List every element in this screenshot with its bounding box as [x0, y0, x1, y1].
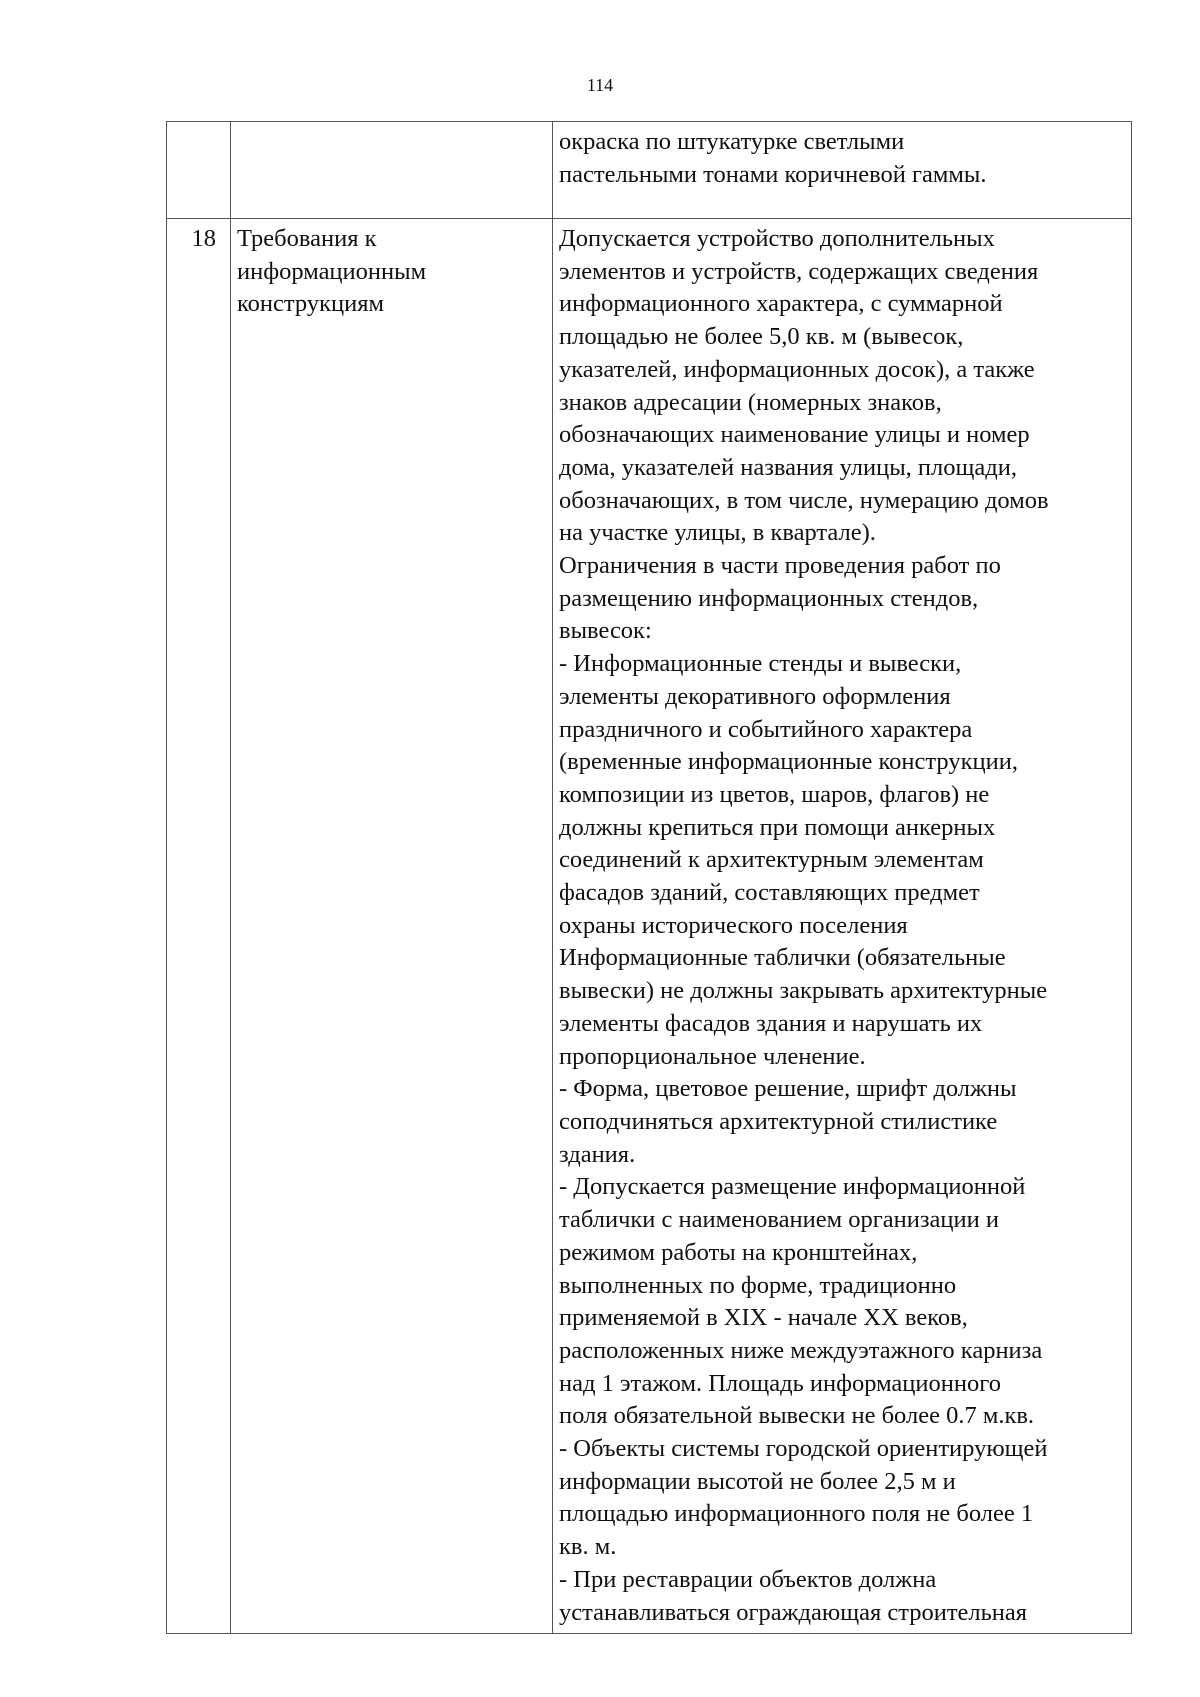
content-line: Допускается устройство дополнительных: [559, 225, 995, 252]
content-line: - При реставрации объектов должна: [559, 1565, 937, 1593]
row-number-cell: [167, 219, 231, 1634]
content-line: дома, указателей названия улицы, площади,: [559, 453, 1017, 481]
content-line: пропорциональное членение.: [559, 1042, 866, 1070]
table-row: [167, 122, 1132, 219]
content-line: - Допускается размещение информационной: [559, 1173, 1026, 1201]
title-line: информационным: [237, 257, 427, 285]
content-line: площадью не более 5,0 кв. м (вывесок,: [559, 323, 964, 351]
row-title-cell: [231, 219, 553, 1634]
content-line: охраны исторического поселения: [559, 911, 908, 939]
content-line: композиции из цветов, шаров, флагов) не: [559, 780, 990, 808]
content-line: Ограничения в части проведения работ по: [559, 552, 1001, 580]
content-line: (временные информационные конструкции,: [559, 748, 1018, 776]
content-line: обозначающих наименование улицы и номер: [559, 421, 1030, 449]
content-line: элементов и устройств, содержащих сведения: [559, 257, 1039, 285]
content-line: здания.: [559, 1140, 636, 1168]
content-line: над 1 этажом. Площадь информационного: [559, 1369, 1001, 1397]
content-line: вывесок:: [559, 617, 652, 645]
content-line: поля обязательной вывески не более 0.7 м.кв.: [559, 1402, 1035, 1430]
content-line: обозначающих, в том числе, нумерацию домов: [559, 486, 1049, 514]
content-line: - Информационные стенды и вывески,: [559, 650, 962, 678]
content-line: кв. м.: [559, 1533, 617, 1561]
title-line: Требования к: [237, 225, 377, 252]
content-line: элементы фасадов здания и нарушать их: [559, 1009, 983, 1037]
content-line: знаков адресации (номерных знаков,: [559, 388, 942, 416]
content-line: режимом работы на кронштейнах,: [559, 1238, 918, 1266]
requirements-table: [166, 121, 1132, 1634]
content-line: - Форма, цветовое решение, шрифт должны: [559, 1075, 1017, 1103]
content-line: устанавливаться ограждающая строительная: [559, 1598, 1028, 1626]
row-number: 18: [191, 225, 216, 252]
content-line: площадью информационного поля не более 1: [559, 1500, 1034, 1528]
content-line: окраска по штукатурке светлыми: [559, 128, 905, 155]
content-line: фасадов зданий, составляющих предмет: [559, 879, 980, 907]
content-line: размещению информационных стендов,: [559, 584, 979, 612]
content-line: праздничного и событийного характера: [559, 715, 973, 743]
page-number: 114: [586, 75, 614, 95]
content-line: применяемой в XIX - начале XX веков,: [559, 1304, 968, 1332]
content-line: выполненных по форме, традиционно: [559, 1271, 957, 1299]
content-line: таблички с наименованием организации и: [559, 1206, 999, 1234]
content-line: вывески) не должны закрывать архитектурные: [559, 977, 1048, 1005]
content-line: пастельными тонами коричневой гаммы.: [559, 160, 987, 188]
content-line: соподчиняться архитектурной стилистике: [559, 1107, 998, 1135]
row-number-cell: [167, 122, 231, 219]
row-title-cell: [231, 122, 553, 219]
content-line: соединений к архитектурным элементам: [559, 846, 984, 874]
content-line: должны крепиться при помощи анкерных: [559, 813, 996, 841]
content-line: на участке улицы, в квартале).: [559, 519, 876, 547]
content-line: информационного характера, с суммарной: [559, 290, 1003, 318]
content-line: указателей, информационных досок), а также: [559, 355, 1035, 383]
content-line: информации высотой не более 2,5 м и: [559, 1467, 956, 1495]
content-line: расположенных ниже междуэтажного карниза: [559, 1336, 1043, 1364]
table-row: [167, 219, 1132, 1634]
row-content-cell: [553, 122, 1132, 219]
content-line: - Объекты системы городской ориентирующей: [559, 1435, 1048, 1463]
content-line: Информационные таблички (обязательные: [559, 944, 1006, 972]
content-line: элементы декоративного оформления: [559, 682, 951, 710]
title-line: конструкциям: [237, 290, 384, 318]
row-content-cell: [553, 219, 1132, 1634]
